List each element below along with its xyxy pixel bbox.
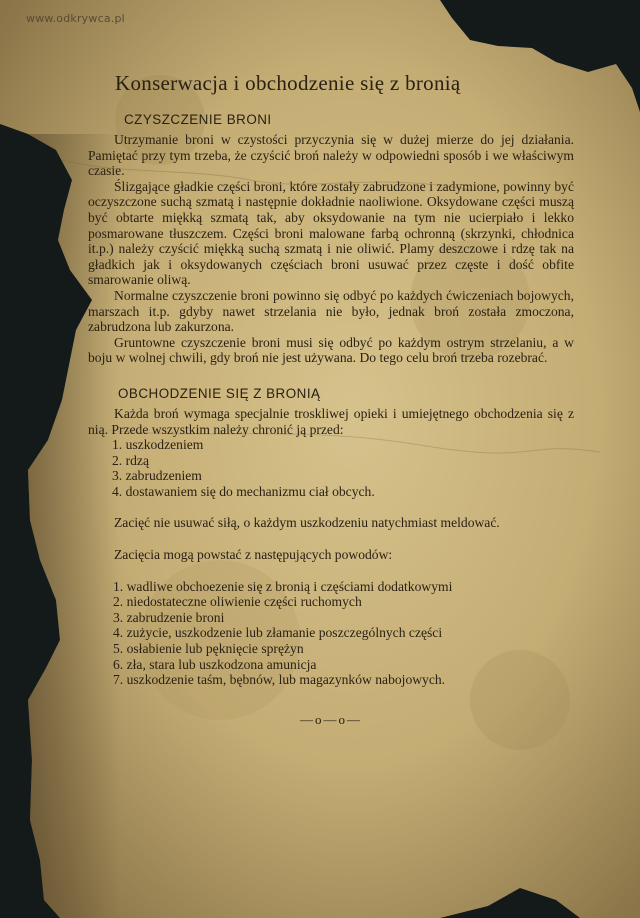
paragraph: Zacięcia mogą powstać z następujących powodów: bbox=[114, 547, 393, 563]
list-item: 7. uszkodzenie taśm, bębnów, lub magazynków nabojowych. bbox=[113, 672, 446, 688]
list-item: 3. zabrudzenie broni bbox=[113, 609, 225, 625]
document-title: Konserwacja i obchodzenie się z bronią bbox=[115, 71, 461, 95]
paragraph: Normalne czyszczenie broni powinno się odbyć po każdych ćwiczeniach bojowych, marszach it.p. gdyby nawet strzelania nie było, jednak broń została zmoczona, zabrudzona lub zakurzona. bbox=[88, 287, 574, 335]
spacer bbox=[88, 531, 574, 547]
section-heading: OBCHODZENIE SIĘ Z BRONIĄ bbox=[118, 385, 321, 401]
paragraph: Utrzymanie broni w czystości przyczynia się w dużej mierze do jej działania. Pamiętać przy tym trzeba, że czyścić broń należy w odpowiedni sposób i we właściwym czasie. bbox=[88, 132, 574, 179]
causes-list bbox=[113, 579, 574, 688]
list-item: 5. osłabienie lub pęknięcie sprężyn bbox=[113, 641, 304, 657]
document-text bbox=[88, 70, 574, 727]
spacer bbox=[88, 499, 574, 515]
paragraph: Każda broń wymaga specjalnie troskliwej opieki i umiejętnego obchodzenia się z nią. Przede wszystkim należy chronić ją przed: bbox=[88, 405, 574, 437]
section-cleaning bbox=[88, 112, 574, 366]
list-item: 6. zła, stara lub uszkodzona amunicja bbox=[113, 656, 317, 672]
section-heading: CZYSZCZENIE BRONI bbox=[124, 112, 272, 127]
list-item: 1. wadliwe obchoezenie się z bronią i częściami dodatkowymi bbox=[113, 578, 453, 594]
paragraph: Zacięć nie usuwać siłą, o każdym uszkodzeniu natychmiast meldować. bbox=[114, 515, 500, 531]
list-item: 4. dostawaniem się do mechanizmu ciał obcych. bbox=[112, 483, 375, 499]
protect-list bbox=[112, 437, 574, 499]
list-item: 3. zabrudzeniem bbox=[112, 468, 202, 484]
watermark: www.odkrywca.pl bbox=[26, 12, 125, 25]
list-item: 1. uszkodzeniem bbox=[112, 437, 204, 453]
list-item: 4. zużycie, uszkodzenie lub złamanie poszczególnych części bbox=[113, 625, 443, 641]
list-item: 2. niedostateczne oliwienie części ruchomych bbox=[113, 594, 362, 610]
paragraph: Ślizgające gładkie części broni, które zostały zabrudzone i zadymione, powinny być oczyszczone suchą szmatą i następnie dokładnie naoliwione. Oksydowane części muszą być obtarte miękką szmatą tak, aby oksydowanie na tym nie ucierpiało i lekko posmarowane tłuszczem. Części broni malowane farbą ochronną (skrzynki, chłodnica it.p.) należy czyścić miękką suchą szmatą i nie oliwić. Plamy deszczowe i rdzę tak na gładkich jak i oksydowanych częściach broni usuwać przez częste i dość obfite smarowanie oliwą. bbox=[88, 178, 574, 288]
section-handling bbox=[88, 386, 574, 688]
list-item: 2. rdzą bbox=[112, 452, 149, 468]
paragraph: Gruntowne czyszczenie broni musi się odbyć po każdym ostrym strzelaniu, a w boju w wolnej chwili, gdy broń nie jest używana. Do tego celu broń trzeba rozebrać. bbox=[88, 334, 574, 366]
spacer bbox=[88, 563, 574, 579]
end-mark: —o—o— bbox=[300, 711, 362, 727]
